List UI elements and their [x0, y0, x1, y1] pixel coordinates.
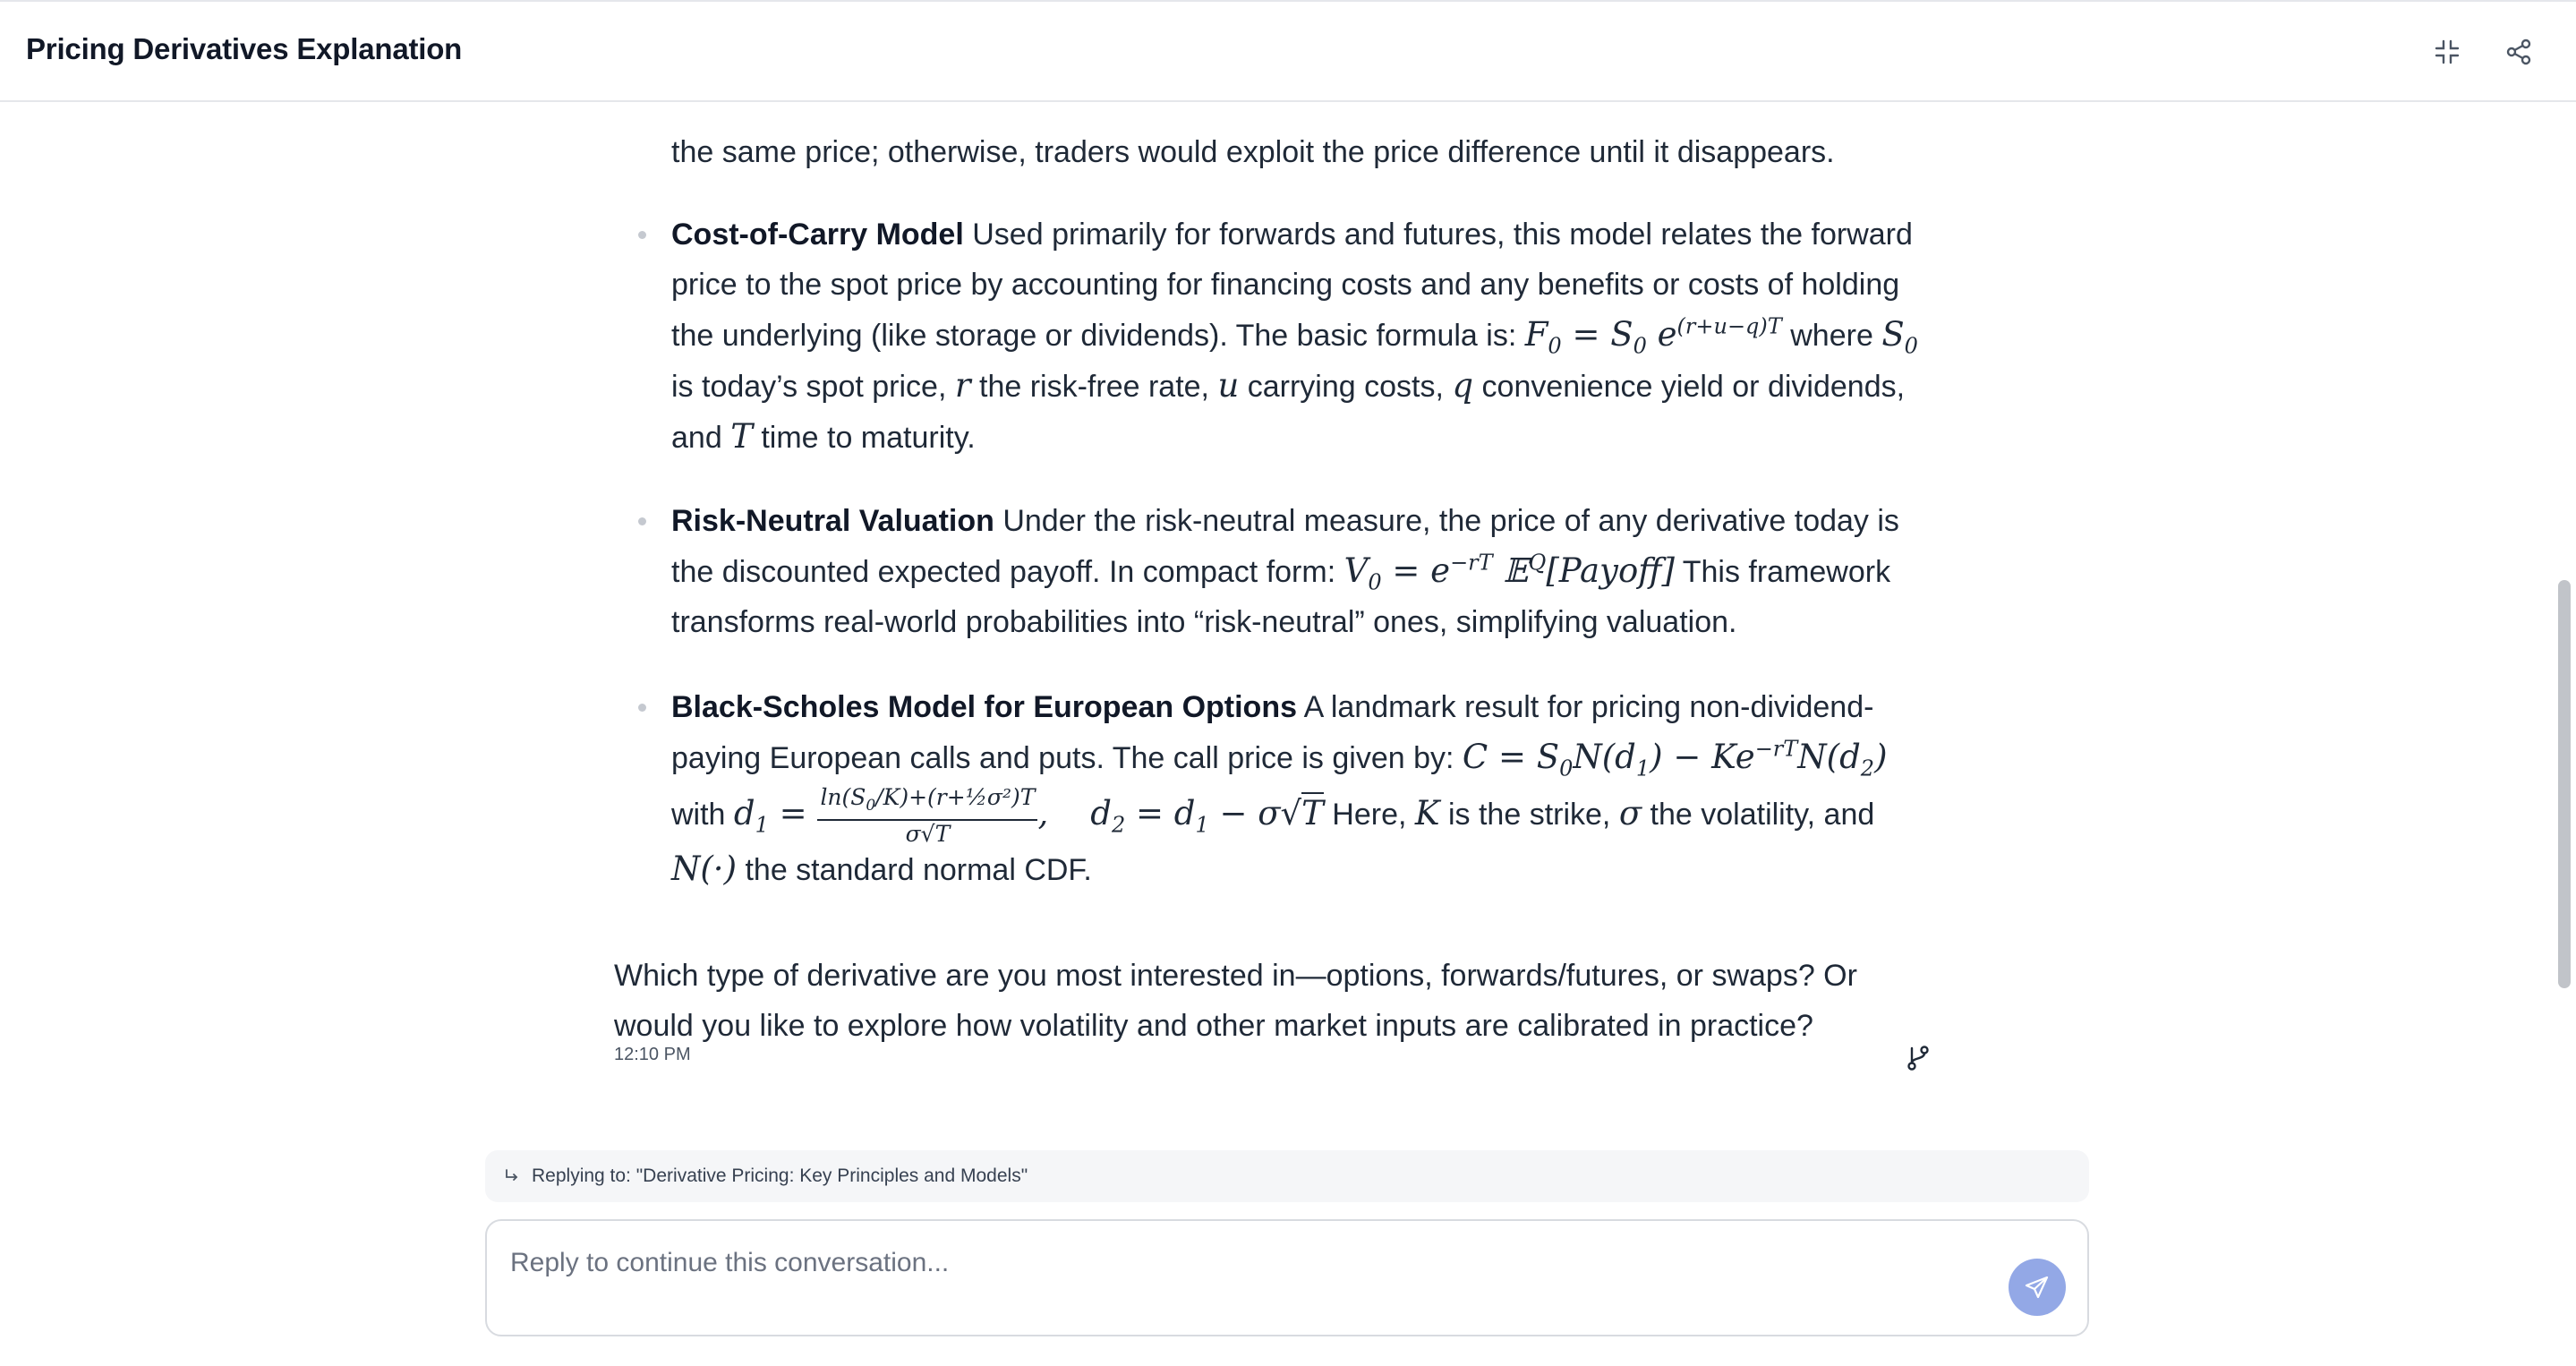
message-timestamp: 12:10 PM: [614, 1045, 691, 1064]
bullet-dot: [638, 231, 646, 239]
question-text: Which type of derivative are you most interested in—options, forwards/futures, or swaps? Or: [614, 959, 1857, 993]
formula-forward-price: $F_0 = S_0$ $e^{(r+u-q)T}$: [1524, 313, 1782, 359]
reply-composer: [485, 1219, 2089, 1336]
term-heading: Cost-of-Carry Model: [671, 218, 964, 252]
reply-arrow-icon: [503, 1167, 521, 1185]
scrollbar-thumb[interactable]: [2558, 580, 2571, 988]
list-item-risk-neutral: [671, 496, 1942, 647]
list-item-text: Here,: [1332, 798, 1407, 832]
list-item-text: paying European calls and puts. The call price is given by:: [671, 741, 1454, 775]
list-item-text: Used primarily for forwards and futures, this model relates the forward: [972, 218, 1913, 252]
formula-call-price: $C = S_0N(d_1) - Ke^{-rT}N(d_2)$: [1462, 736, 1888, 781]
list-item-text: time to maturity.: [761, 421, 976, 455]
list-item-cost-of-carry: Cost-of-Carry Model Used primarily for forwards and futures, this model relates the forward price to the spot price by accounting for financing costs and any benefits or costs of holding the underlying (like storage or dividends). The basic formula is: $F_0 = S_0$ $e^{(r+u-q)T}$ where $S_0$ is today’s spot price, r the risk-free rate, u carrying costs, q convenience yield or dividends, and T time to maturity.: [671, 209, 1942, 463]
term-heading: Risk-Neutral Valuation: [671, 504, 994, 538]
list-item-text: is today’s spot price,: [671, 370, 947, 404]
send-button[interactable]: [2009, 1259, 2066, 1316]
math-symbol: $S_0$: [1881, 315, 1918, 359]
list-item-text: and: [671, 421, 722, 455]
top-bar: [0, 0, 2576, 102]
reply-context-banner: [485, 1150, 2089, 1202]
share-icon[interactable]: [2501, 34, 2537, 70]
send-icon: [2024, 1274, 2051, 1301]
paragraph-text: the same price; otherwise, traders would exploit the price difference until it disappears.: [671, 135, 1835, 169]
follow-up-question: [614, 951, 1939, 1051]
bullet-dot: [638, 517, 646, 525]
formula-risk-neutral: $V_0 = e^{-rT}$ 𝔼$^Q$[Payoff]: [1343, 550, 1675, 595]
reply-context-label: Replying to: "Derivative Pricing: Key Principles and Models": [532, 1165, 1028, 1186]
list-item-text: carrying costs,: [1247, 370, 1444, 404]
list-item-text: is the strike,: [1447, 798, 1611, 832]
list-item-text: where: [1790, 319, 1873, 353]
list-item-text: the standard normal CDF.: [745, 853, 1092, 887]
question-text: would you like to explore how volatility and other market inputs are calibrated in practice?: [614, 1009, 1813, 1043]
list-item-text: the volatility, and: [1650, 798, 1875, 832]
list-item-black-scholes: Black-Scholes Model for European Options A landmark result for pricing non-dividend- paying European calls and puts. The call price is given by: $C = S_0N(d_1) - Ke^{-rT}N(d_2)$ with $d_1$ = $\frac{\ln(S_0/K)+(r+\frac{1}{2}\sigma^2)T}{\sigma√T}$ , $d_2 = d_1 - \sigma√T$ Here, K is the strike, σ the volatility, and N(·) the standard normal CDF.: [671, 682, 1942, 895]
bullet-dot: [638, 704, 646, 712]
list-item-text: the risk-free rate,: [979, 370, 1209, 404]
page-title: Pricing Derivatives Explanation: [26, 32, 463, 65]
list-item-text: Under the risk-neutral measure, the price of any derivative today is: [1002, 504, 1899, 538]
list-item-text: transforms real-world probabilities into “risk-neutral” ones, simplifying valuation.: [671, 605, 1737, 639]
formula-d1: $d_1$ = $\frac{\ln(S_0/K)+(r+\frac{1}{2}\sigma^2)T}{\sigma√T}$ , $d_2 = d_1 - \sigma√T$: [733, 784, 1324, 847]
term-heading: Black-Scholes Model for European Options: [671, 690, 1297, 724]
list-item-text: A landmark result for pricing non-dividend-: [1303, 690, 1874, 724]
math-symbol: N(·): [671, 849, 738, 888]
list-item-text: with: [671, 798, 726, 832]
reply-input[interactable]: [508, 1242, 1944, 1284]
list-item-text: the underlying (like storage or dividends). The basic formula is:: [671, 319, 1517, 353]
list-item-text: the discounted expected payoff. In compact form:: [671, 555, 1336, 589]
list-item-text: price to the spot price by accounting for financing costs and any benefits or costs of holding: [671, 268, 1900, 302]
branch-icon[interactable]: [1903, 1038, 1933, 1069]
collapse-icon[interactable]: [2429, 34, 2465, 70]
list-item-text: convenience yield or dividends,: [1481, 370, 1906, 404]
list-item-text: This framework: [1682, 555, 1891, 589]
